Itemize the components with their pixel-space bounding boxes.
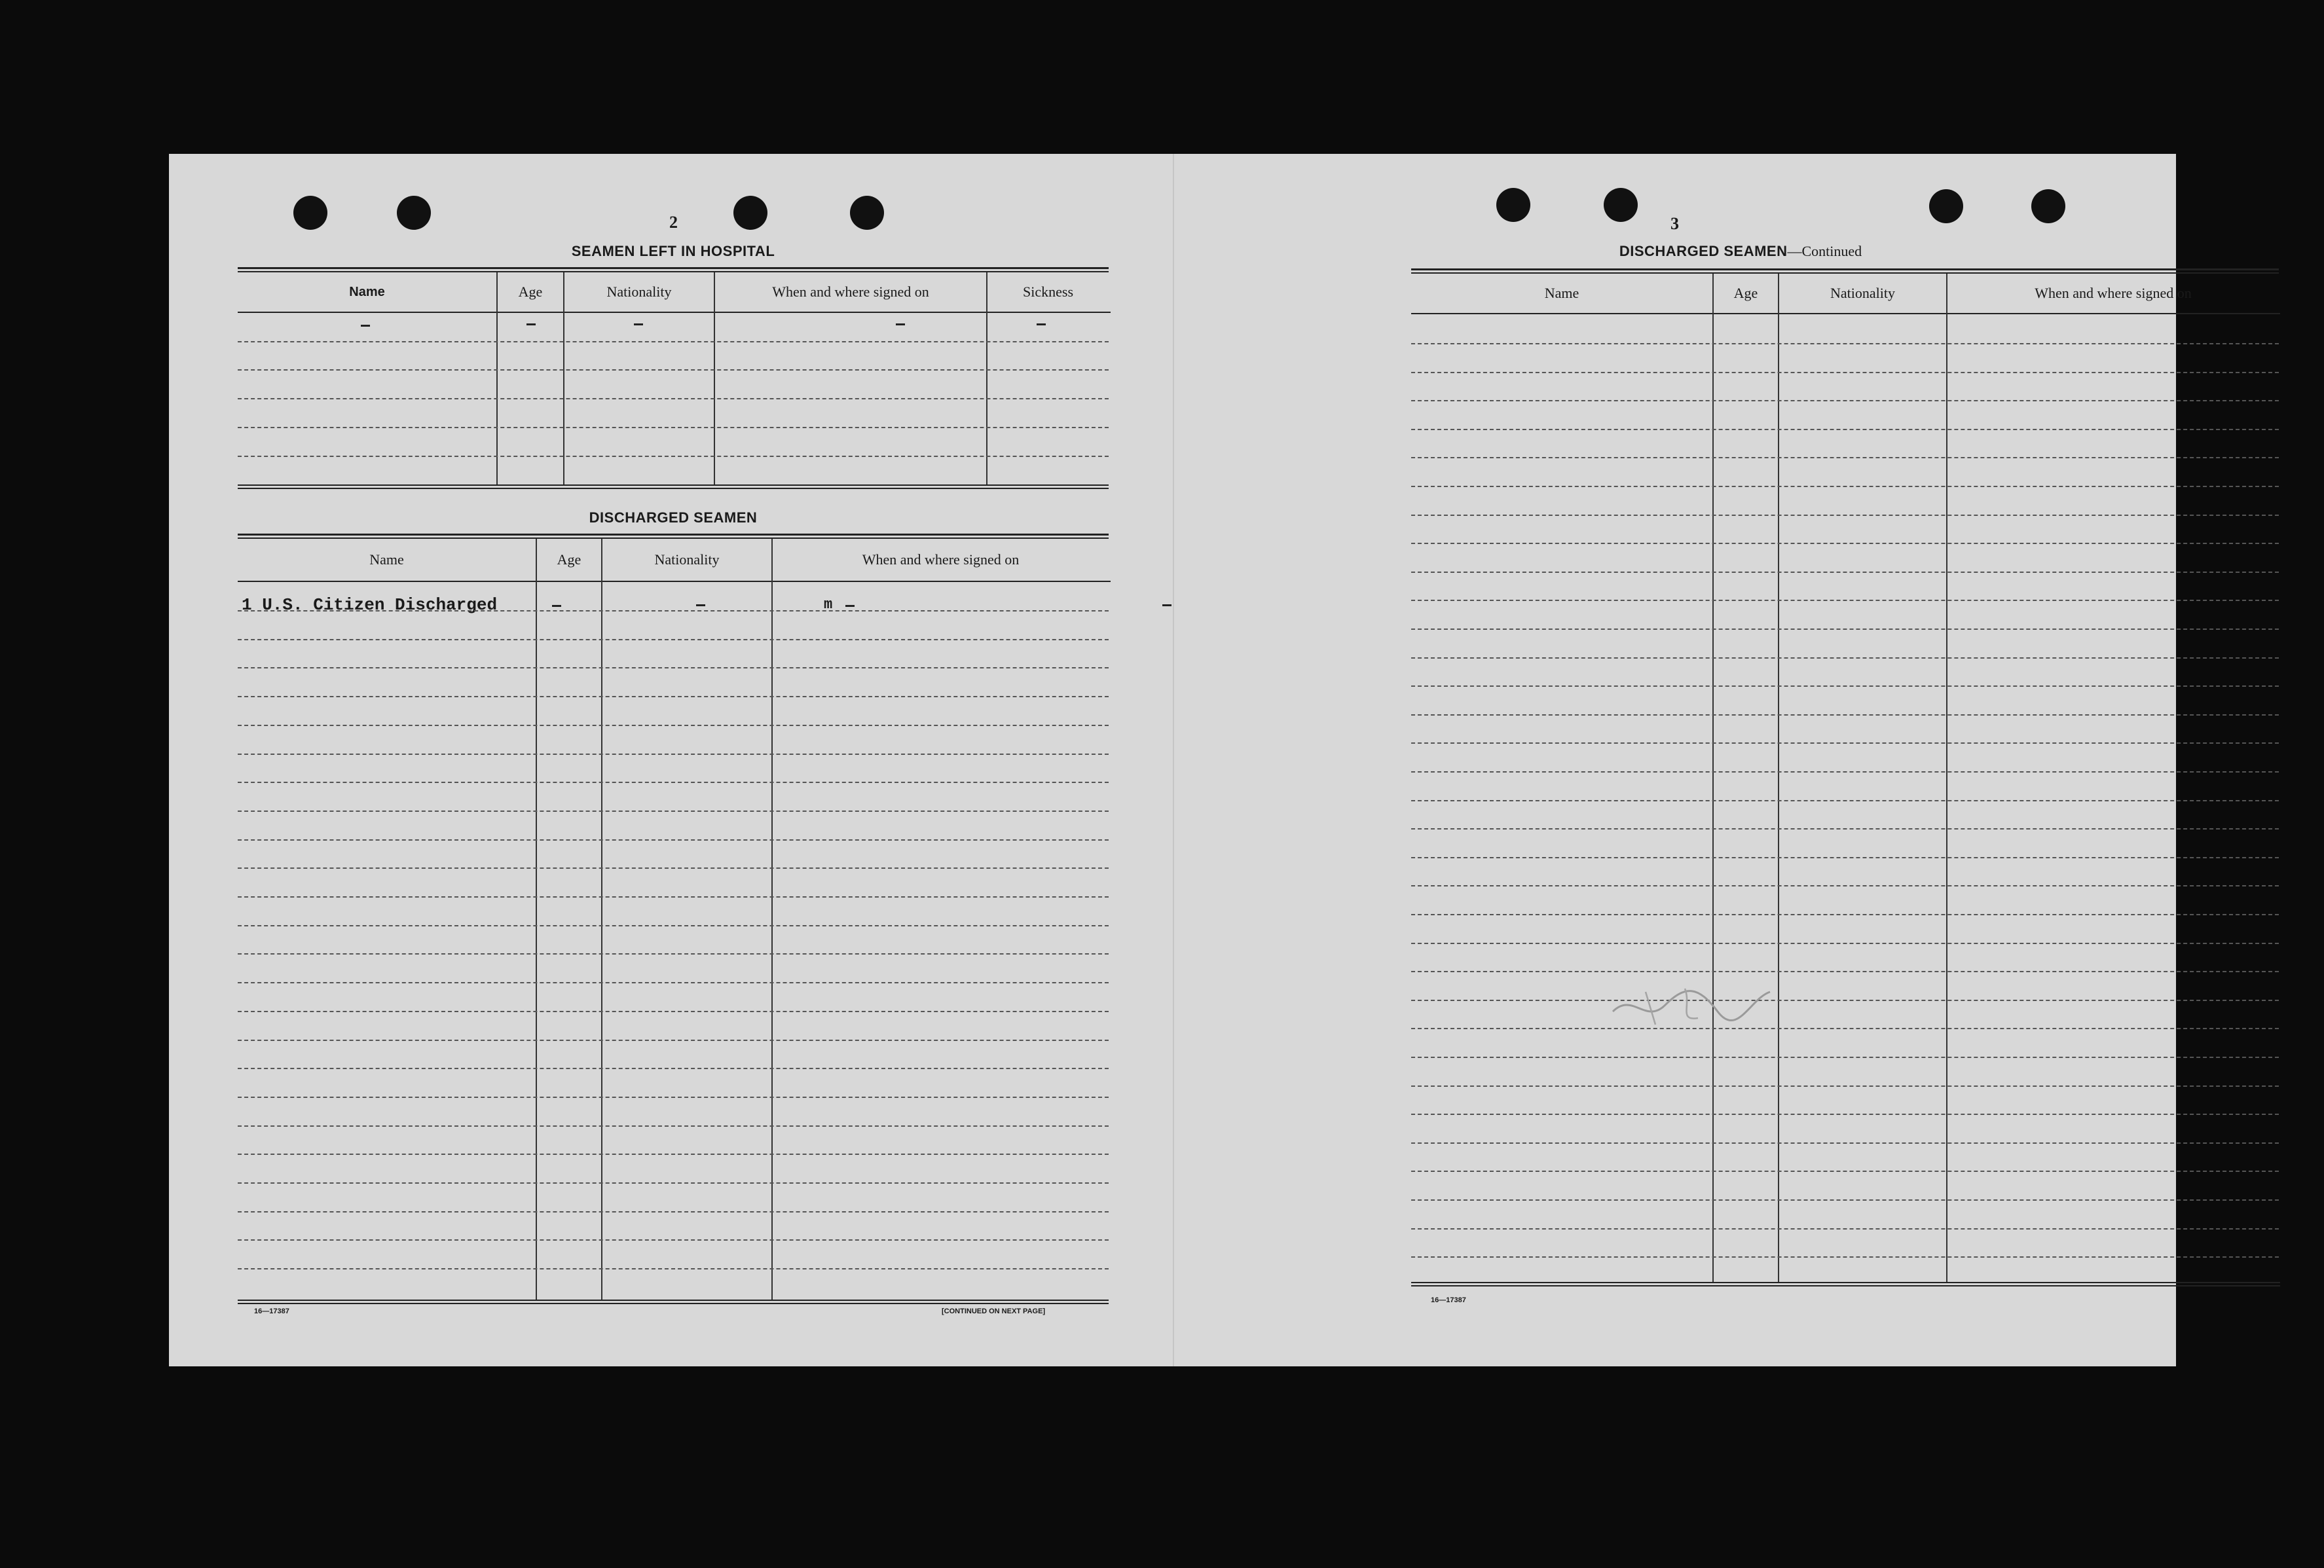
column-header-nationality: Nationality [606,283,672,300]
column-header-signed-on: When and where signed on [862,551,1020,568]
ruled-row-line [238,667,1109,668]
ruled-row-line [1411,714,2279,716]
page-number: 3 [1670,214,1679,233]
ruled-row-line [238,925,1109,926]
ruled-row-line [1411,400,2279,401]
ruled-row-line [238,1125,1109,1127]
ruled-row-line [1411,600,2279,601]
continued-note: [CONTINUED ON NEXT PAGE] [942,1307,1046,1315]
ruled-row-line [1411,914,2279,915]
punch-hole [1604,188,1638,222]
ruled-row-line [238,639,1109,640]
column-header-age: Age [557,551,581,568]
ruled-row-line [238,782,1109,783]
ruled-row-line [1411,1057,2279,1058]
punch-hole [397,196,431,230]
ledger-sheet [169,154,2192,1366]
ruled-row-line [238,754,1109,755]
column-header-nationality: Nationality [1830,285,1895,301]
ruled-row-line [1411,1171,2279,1172]
ruled-row-line [1411,1028,2279,1029]
punch-hole [733,196,767,230]
ruled-row-line [238,1068,1109,1069]
ruled-row-line [1411,1199,2279,1201]
right-page [1174,154,2192,1366]
ruled-row-line [238,1154,1109,1155]
form-number: 16—17387 [1431,1296,1466,1304]
ruled-row-line [1411,685,2279,687]
discharged-continued-table [1411,268,2282,1447]
ruled-row-line [1411,657,2279,659]
ruled-row-line [238,696,1109,697]
ruled-row-line [1411,885,2279,886]
punch-hole [1496,188,1530,222]
ruled-row-line [238,1011,1109,1012]
punch-hole [2031,189,2065,223]
hospital-table [238,267,1111,490]
column-header-name: Name [1544,285,1579,301]
ruled-row-line [238,982,1109,983]
ruled-row-line [1411,742,2279,744]
punch-hole [1929,189,1963,223]
ruled-row-line [238,1040,1109,1041]
ruled-row-line [1411,971,2279,972]
left-page [169,154,1174,1366]
faint-signature [1606,966,1777,1038]
ruled-row-line [238,811,1109,812]
column-header-sickness: Sickness [1023,283,1073,300]
ruled-row-line [1411,943,2279,944]
discharged-table-title: DISCHARGED SEAMEN [589,509,758,526]
punch-hole [293,196,327,230]
ruled-row-line [238,1268,1109,1269]
column-header-name: Name [369,551,404,568]
ruled-row-line [1411,1256,2279,1258]
ruled-row-line [1411,343,2279,344]
ruled-row-line [1411,800,2279,801]
ruled-row-line [238,1211,1109,1212]
discharged-continued-title [1413,243,2068,260]
title-suffix: —Continued [1787,243,1862,259]
ruled-row-line [1411,543,2279,544]
ruled-row-line [238,953,1109,955]
column-header-signed-on: When and where signed on [2035,285,2192,301]
column-header-signed-on: When and where signed on [772,283,929,300]
ruled-row-line [1411,1085,2279,1087]
ruled-row-line [238,610,1109,611]
ruled-row-line [1411,1142,2279,1144]
ruled-row-line [238,1097,1109,1098]
punch-hole [850,196,884,230]
ruled-row-line [238,896,1109,898]
column-header-age: Age [518,283,543,300]
ruled-row-line [1411,857,2279,858]
column-header-age: Age [1733,285,1758,301]
ruled-row-line [238,1182,1109,1184]
hospital-table-title: SEAMEN LEFT IN HOSPITAL [571,243,775,259]
ruled-row-line [1411,771,2279,773]
discharged-table [238,534,1111,1345]
column-header-nationality: Nationality [654,551,720,568]
ruled-row-line [238,725,1109,726]
ruled-row-line [238,1239,1109,1241]
ruled-row-line [1411,486,2279,487]
ruled-row-line [1411,429,2279,430]
ruled-row-line [1411,457,2279,458]
page-number: 2 [669,213,678,232]
ruled-row-line [1411,1228,2279,1230]
form-number: 16—17387 [254,1307,289,1315]
ruled-row-line [1411,1000,2279,1001]
signed-on-mark: m [824,596,833,613]
title-text: DISCHARGED SEAMEN [1619,243,1788,259]
ruled-row-line [1411,1114,2279,1115]
ruled-row-line [1411,629,2279,630]
seaman-name: 1 U.S. Citizen Discharged [242,595,498,615]
ruled-row-line [1411,372,2279,373]
ruled-row-line [238,867,1109,869]
ruled-row-line [238,839,1109,841]
column-header-name: Name [349,284,385,299]
ruled-row-line [1411,572,2279,573]
ruled-row-line [1411,515,2279,516]
ruled-row-line [1411,828,2279,830]
